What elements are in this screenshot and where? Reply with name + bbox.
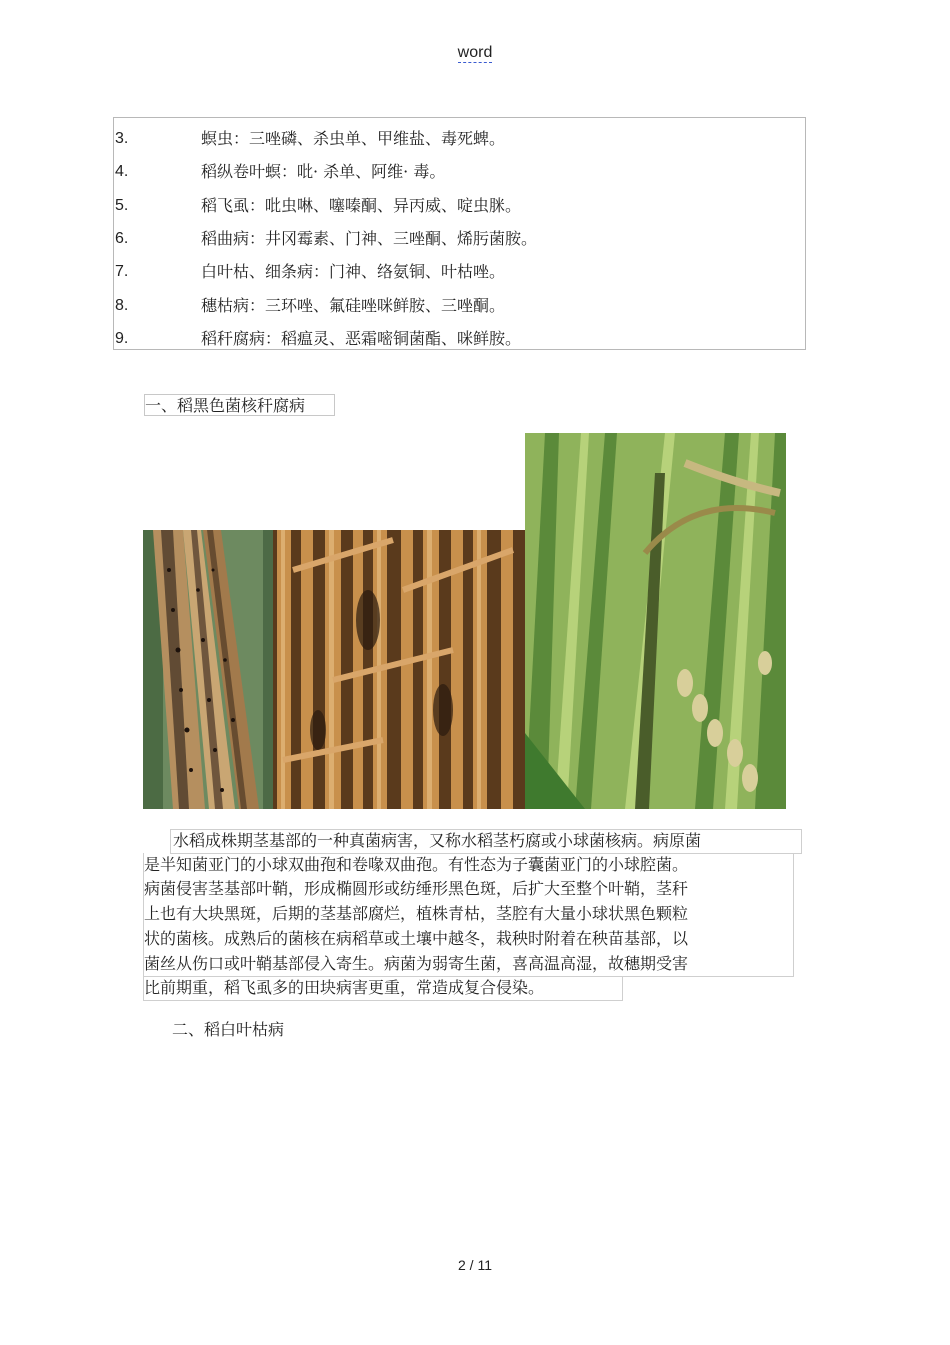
list-item-number: 3. [115, 130, 129, 147]
description-line: 比前期重，稻飞虱多的田块病害更重，常造成复合侵染。 [144, 978, 545, 997]
description-line: 菌丝从伤口或叶鞘基部侵入寄生。病菌为弱寄生菌，喜高温高湿，故穗期受害 [144, 954, 689, 973]
description-line: 是半知菌亚门的小球双曲孢和卷喙双曲孢。有性态为子囊菌亚门的小球腔菌。 [144, 855, 689, 874]
description-line: 水稻成株期茎基部的一种真菌病害，又称水稻茎朽腐或小球菌核病。病原菌 [173, 831, 702, 850]
list-item-number: 6. [115, 230, 129, 247]
list-item-number: 9. [115, 330, 129, 347]
list-item-text: 穗枯病：三环唑、氟硅唑咪鲜胺、三唑酮。 [201, 296, 506, 315]
description-line: 状的菌核。成熟后的菌核在病稻草或土壤中越冬，栽秧时附着在秧苗基部，以 [144, 929, 689, 948]
list-item-number: 5. [115, 197, 129, 214]
list-item-text: 稻曲病：井冈霉素、门神、三唑酮、烯肟菌胺。 [201, 229, 538, 248]
document-header [0, 44, 950, 62]
list-item-text: 白叶枯、细条病：门神、络氨铜、叶枯唑。 [201, 262, 506, 281]
list-item-text: 稻秆腐病：稻瘟灵、恶霜嘧铜菌酯、咪鲜胺。 [201, 329, 522, 348]
list-item-number: 4. [115, 163, 129, 180]
page-number: 2 / 11 [458, 1257, 492, 1273]
list-item-text: 稻飞虱：吡虫啉、噻嗪酮、异丙威、啶虫脒。 [201, 196, 522, 215]
description-line: 病菌侵害茎基部叶鞘，形成椭圆形或纺缍形黑色斑，后扩大至整个叶鞘，茎秆 [144, 879, 689, 898]
list-item-number: 8. [115, 297, 129, 314]
section-title-bacterial-leaf-blight: 二、稻白叶枯病 [172, 1020, 285, 1039]
pesticide-list [113, 117, 806, 350]
rice-field-photo [525, 433, 786, 809]
diseased-sheath-photo [143, 530, 273, 809]
header-title: word [457, 44, 493, 61]
list-item-text: 螟虫：三唑磷、杀虫单、甲维盐、毒死蜱。 [201, 129, 506, 148]
description-line: 上也有大块黑斑，后期的茎基部腐烂，植株青枯，茎腔有大量小球状黑色颗粒 [144, 904, 689, 923]
rotted-stems-photo [273, 530, 525, 809]
section-title-black-sclerotial-rot: 一、稻黑色菌核秆腐病 [144, 394, 335, 416]
list-item-number: 7. [115, 263, 129, 280]
list-item-text: 稻纵卷叶螟：吡· 杀单、阿维· 毒。 [201, 162, 446, 181]
